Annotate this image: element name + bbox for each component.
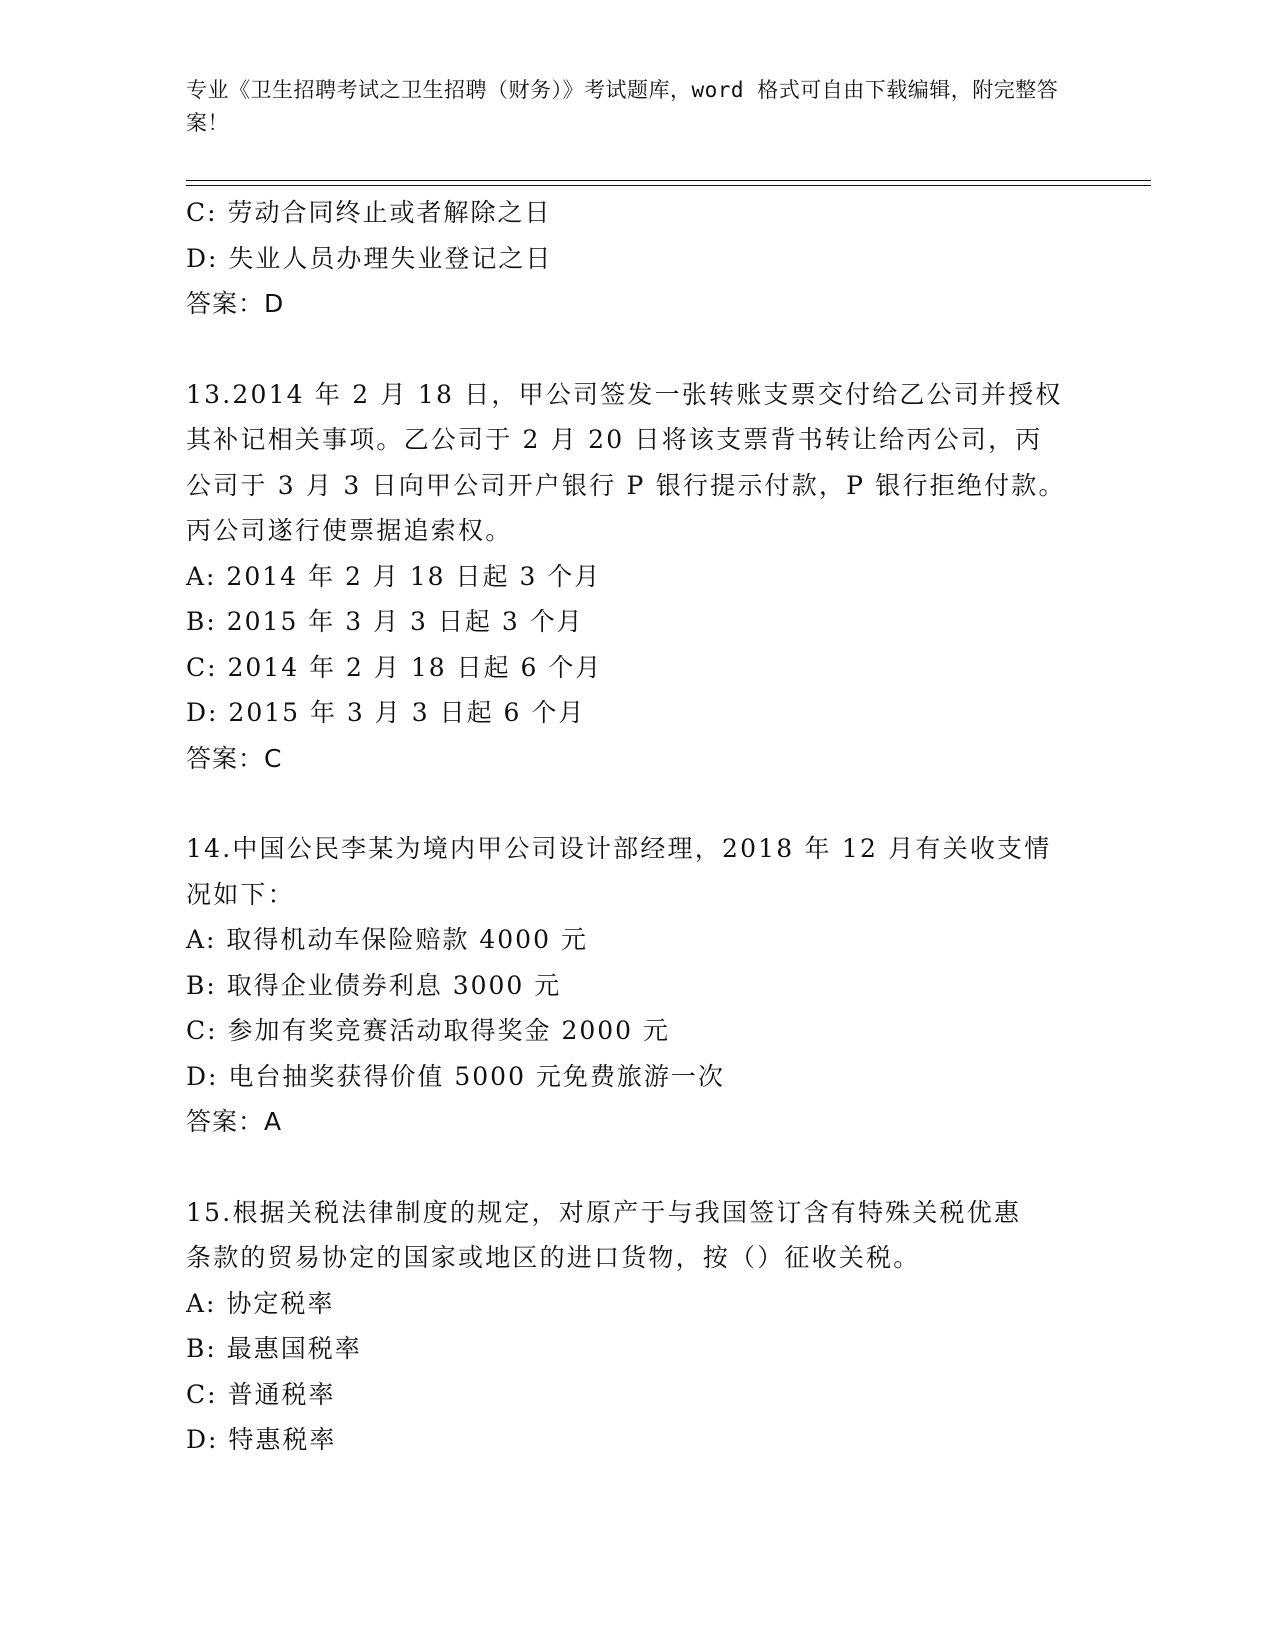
- answer-line: [186, 281, 1086, 327]
- option-line: D: 失业人员办理失业登记之日: [186, 243, 553, 273]
- option-b: B: 最惠国税率: [186, 1334, 362, 1363]
- option-a: A: 2014 年 2 月 18 日起 3 个月: [186, 561, 602, 591]
- header-rule-top: [186, 180, 1151, 181]
- answer-label: 答案：: [186, 1107, 265, 1136]
- question-line: 15.根据关税法律制度的规定，对原产于与我国签订含有特殊关税优惠: [186, 1197, 1022, 1227]
- question-13: [186, 372, 1086, 782]
- question-line: 丙公司遂行使票据追索权。: [186, 516, 513, 545]
- question-15: [186, 1190, 1086, 1463]
- question-text: [186, 826, 1086, 917]
- question-text: [186, 372, 1086, 554]
- answer-value: D: [264, 289, 285, 318]
- option-b: B: 2015 年 3 月 3 日起 3 个月: [186, 607, 584, 636]
- question-text: [186, 1190, 1086, 1281]
- question-line: 13.2014 年 2 月 18 日，甲公司签发一张转账支票交付给乙公司并授权: [186, 379, 1063, 409]
- option-c: C: 参加有奖竞赛活动取得奖金 2000 元: [186, 1016, 671, 1045]
- question-line: 其补记相关事项。乙公司于 2 月 20 日将该支票背书转让给丙公司，丙: [186, 425, 1043, 454]
- option-d: D: 电台抽奖获得价值 5000 元免费旅游一次: [186, 1061, 725, 1091]
- question-line: 公司于 3 月 3 日向甲公司开户银行 P 银行提示付款，P 银行拒绝付款。: [186, 470, 1066, 500]
- header-rule-bottom: [186, 185, 1151, 186]
- option-d: D: 特惠税率: [186, 1425, 337, 1454]
- option-line: C: 劳动合同终止或者解除之日: [186, 198, 552, 227]
- option-d: D: 2015 年 3 月 3 日起 6 个月: [186, 698, 586, 727]
- answer-label: 答案：: [186, 289, 265, 318]
- question-spacer: [186, 781, 1086, 826]
- question-line: 况如下：: [186, 879, 295, 909]
- question-spacer: [186, 327, 1086, 372]
- option-a: A: 取得机动车保险赔款 4000 元: [186, 925, 588, 954]
- answer-line: [186, 1099, 1086, 1145]
- document-header: 专业《卫生招聘考试之卫生招聘（财务）》考试题库，word 格式可自由下载编辑，附完整答案！: [186, 78, 1059, 135]
- answer-label: 答案：: [186, 743, 265, 773]
- question-spacer: [186, 1145, 1086, 1190]
- question-14: [186, 826, 1086, 1145]
- answer-value: C: [264, 743, 283, 773]
- option-c: C: 2014 年 2 月 18 日起 6 个月: [186, 652, 603, 682]
- answer-line: [186, 736, 1086, 782]
- question-line: 条款的贸易协定的国家或地区的进口货物，按（）征收关税。: [186, 1243, 921, 1272]
- answer-value: A: [264, 1107, 283, 1136]
- option-b: B: 取得企业债券利息 3000 元: [186, 970, 562, 1000]
- option-c: C: 普通税率: [186, 1379, 336, 1409]
- option-a: A: 协定税率: [186, 1288, 335, 1318]
- question-content: [186, 190, 1086, 1463]
- question-line: 14.中国公民李某为境内甲公司设计部经理，2018 年 12 月有关收支情: [186, 834, 1052, 863]
- prev-question: [186, 190, 1086, 327]
